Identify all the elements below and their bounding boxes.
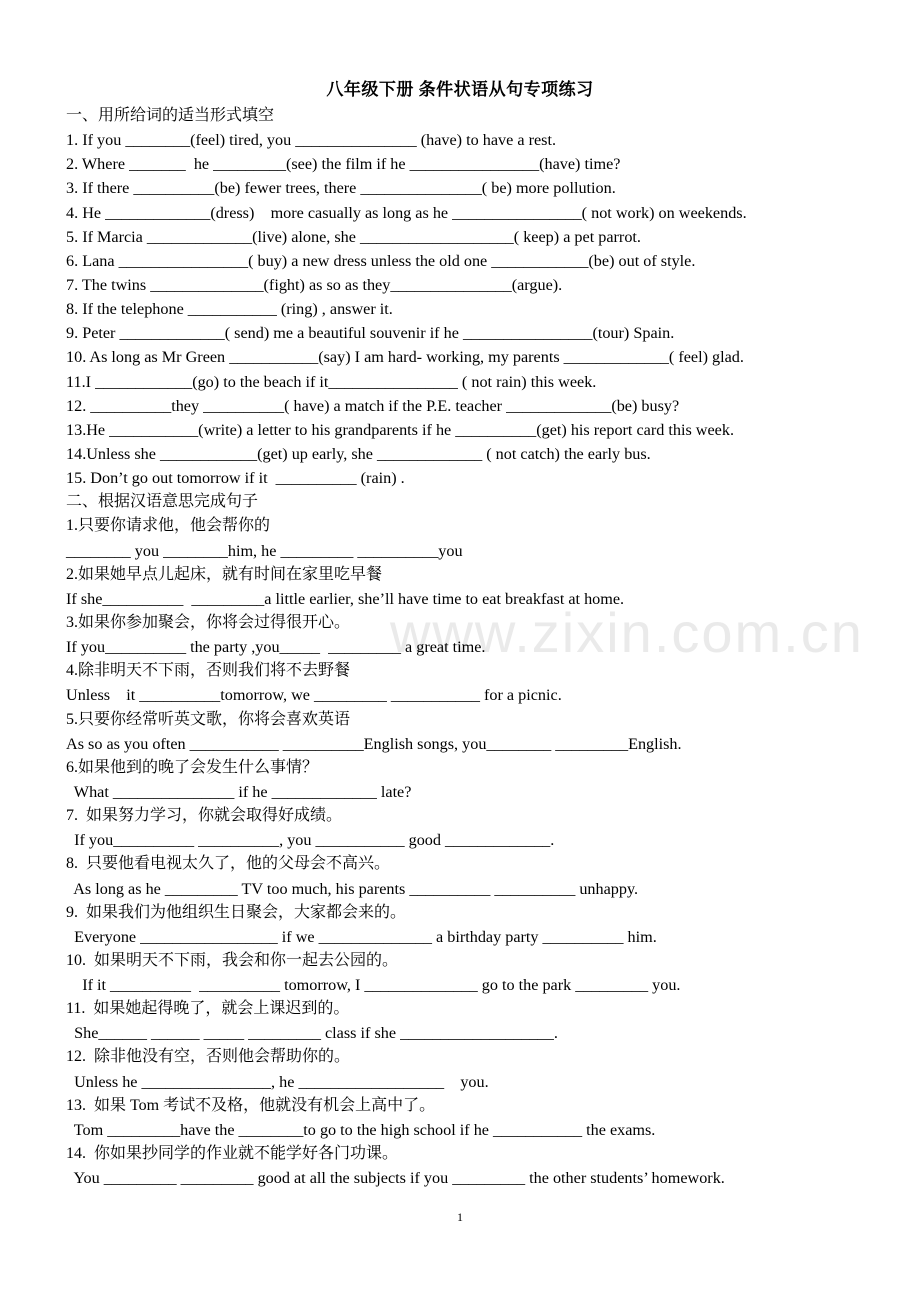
exercise-sentence: 11.I ____________(go) to the beach if it________________ ( not rain) this week.: [66, 372, 597, 391]
exercise-sentence: 6. Lana ________________( buy) a new dress unless the old one ____________(be) out of style.: [66, 251, 696, 270]
chinese-prompt: 8. 只要他看电视太久了，他的父母会不高兴。: [66, 855, 391, 873]
exercise-sentence: 9. Peter _____________( send) me a beautiful souvenir if he ________________(tour) Spain.: [66, 324, 675, 343]
exercise-sentence: 5. If Marcia _____________(live) alone, she ___________________( keep) a pet parrot.: [66, 227, 641, 246]
page-number: 1: [457, 1210, 463, 1224]
chinese-prompt: 13. 如果 Tom 考试不及格，他就没有机会上高中了。: [66, 1096, 436, 1114]
exercise-sentence: Everyone _________________ if we ______________ a birthday party __________ him.: [66, 927, 657, 946]
exercise-sentence: 7. The twins ______________(fight) as so as they_______________(argue).: [66, 275, 563, 294]
exercise-lines: [66, 104, 866, 1190]
exercise-sentence: 15. Don’t go out tomorrow if it __________ (rain) .: [66, 469, 405, 488]
chinese-prompt: 6.如果他到的晚了会发生什么事情？: [66, 758, 319, 776]
chinese-prompt: 11. 如果她起得晚了，就会上课迟到的。: [66, 1000, 350, 1018]
exercise-sentence: 3. If there __________(be) fewer trees, there _______________( be) more pollution.: [66, 179, 616, 198]
chinese-prompt: 9. 如果我们为他组织生日聚会，大家都会来的。: [66, 903, 407, 921]
exercise-sentence: 8. If the telephone ___________ (ring) , answer it.: [66, 300, 393, 319]
exercise-sentence: As long as he _________ TV too much, his parents __________ __________ unhappy.: [66, 879, 639, 898]
exercise-sentence: If you__________ __________, you ___________ good _____________.: [66, 831, 555, 850]
chinese-prompt: 5.只要你经常听英文歌，你将会喜欢英语: [66, 710, 351, 728]
exercise-sentence: 13.He ___________(write) a letter to his grandparents if he __________(get) his report card this week.: [66, 420, 735, 439]
exercise-sentence: As so as you often ___________ __________English songs, you________ _________English.: [66, 734, 682, 753]
exercise-sentence: If she__________ _________a little earlier, she’ll have time to eat breakfast at home.: [66, 589, 625, 608]
exercise-sentence: What _______________ if he _____________ late?: [66, 782, 412, 801]
exercise-sentence: 12. __________they __________( have) a match if the P.E. teacher _____________(be) busy?: [66, 396, 680, 415]
chinese-prompt: 14. 你如果抄同学的作业就不能学好各门功课。: [66, 1145, 399, 1163]
section-heading: 二、根据汉语意思完成句子: [66, 493, 259, 511]
watermark: www.zixin.com.cn: [390, 601, 864, 664]
exercise-sentence: Unless he ________________, he __________________ you.: [66, 1072, 489, 1091]
chinese-prompt: 2.如果她早点儿起床，就有时间在家里吃早餐: [66, 565, 383, 583]
exercise-sentence: If you__________ the party ,you_____ _________ a great time.: [66, 638, 486, 657]
exercise-sentence: If it __________ __________ tomorrow, I ______________ go to the park _________ you.: [66, 976, 681, 995]
exercise-sentence: 14.Unless she ____________(get) up early, she _____________ ( not catch) the early bus.: [66, 444, 651, 463]
exercise-sentence: ________ you ________him, he _________ __________you: [66, 541, 463, 560]
chinese-prompt: 7. 如果努力学习，你就会取得好成绩。: [66, 807, 343, 825]
exercise-sentence: Unless it __________tomorrow, we _________ ___________ for a picnic.: [66, 686, 562, 705]
chinese-prompt: 12. 除非他没有空，否则他会帮助你的。: [66, 1048, 351, 1066]
exercise-sentence: Tom _________have the ________to go to the high school if he ___________ the exams.: [66, 1120, 656, 1139]
exercise-sentence: 1. If you ________(feel) tired, you _______________ (have) to have a rest.: [66, 131, 556, 150]
exercise-sentence: 4. He _____________(dress) more casually as long as he ________________( not work) on weekends.: [66, 203, 747, 222]
exercise-sentence: 10. As long as Mr Green ___________(say) I am hard- working, my parents _____________( feel) glad.: [66, 348, 744, 367]
page-title: 八年级下册 条件状语从句专项练习: [326, 80, 594, 99]
chinese-prompt: 1.只要你请求他，他会帮你的: [66, 517, 271, 535]
chinese-prompt: 4.除非明天不下雨，否则我们将不去野餐: [66, 662, 351, 680]
section-heading: 一、用所给词的适当形式填空: [66, 107, 275, 124]
exercise-sentence: She______ ______ _____ _________ class if she ___________________.: [66, 1024, 558, 1043]
exercise-sentence: 2. Where _______ he _________(see) the film if he ________________(have) time?: [66, 155, 621, 174]
chinese-prompt: 3.如果你参加聚会，你将会过得很开心。: [66, 613, 351, 631]
chinese-prompt: 10. 如果明天不下雨，我会和你一起去公园的。: [66, 951, 399, 969]
exercise-sentence: You _________ _________ good at all the subjects if you _________ the other students’ homework.: [66, 1169, 725, 1188]
